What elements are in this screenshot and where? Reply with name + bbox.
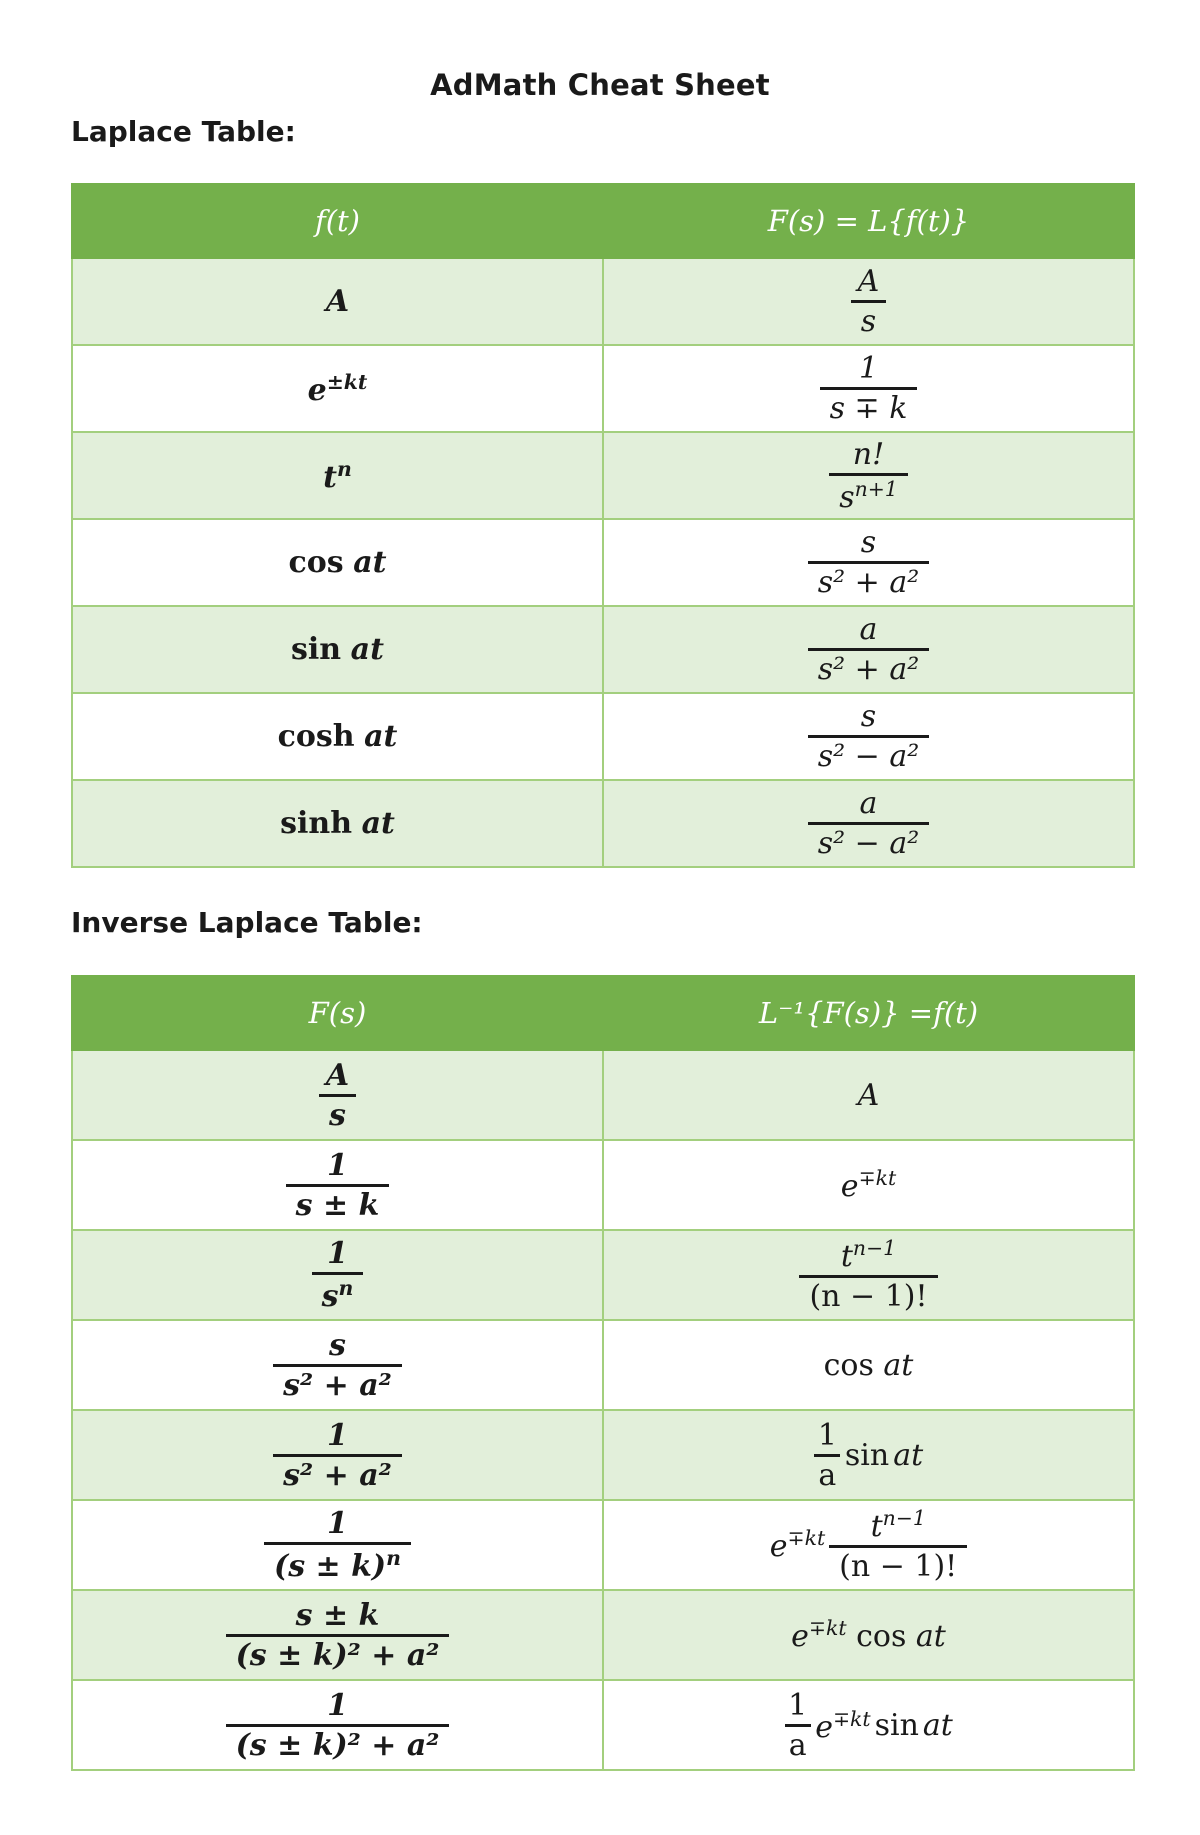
table-row (72, 345, 1134, 432)
transform-cell: $\frac{a}{\text{s² − a²}}$ (603, 780, 1134, 867)
transform-cell: $\frac{A}{s}$ (603, 258, 1134, 345)
table-row (72, 1500, 1134, 1590)
time-domain-cell: $e^{\mp kt}$ $\frac{t^{n-1}}{(n - 1)!}$ (603, 1500, 1134, 1590)
table-row (72, 519, 1134, 606)
time-domain-cell: $e^{\mp kt}$ (603, 1140, 1134, 1230)
inverse-header-ft: L⁻¹{F(s)} =f(t) (603, 976, 1134, 1050)
table-row (72, 693, 1134, 780)
time-domain-cell: sinh at (72, 780, 603, 867)
laplace-header-Fs: F(s) = L{f(t)} (603, 184, 1134, 258)
table-row (72, 1590, 1134, 1680)
transform-cell: $\frac{a}{\text{s² + a²}}$ (603, 606, 1134, 693)
laplace-heading: Laplace Table: (71, 115, 296, 148)
transform-cell: $\frac{1}{\text{s² + a²}}$ (72, 1410, 603, 1500)
transform-cell: $\frac{1}{\text{(s ± k)² + a²}}$ (72, 1680, 603, 1770)
transform-cell: $\frac{n!}{s^{n+1}}$ (603, 432, 1134, 519)
table-row (72, 606, 1134, 693)
time-domain-cell: A (603, 1050, 1134, 1140)
table-row (72, 1410, 1134, 1500)
time-domain-cell: cos at (603, 1320, 1134, 1410)
inverse-header-Fs: F(s) (72, 976, 603, 1050)
time-domain-cell: $\frac{1}{a}$ $e^{\mp kt}$ sin at (603, 1680, 1134, 1770)
table-row (72, 1680, 1134, 1770)
time-domain-cell: cosh at (72, 693, 603, 780)
transform-cell: $\frac{1}{s^n}$ (72, 1230, 603, 1320)
time-domain-cell: $t^n$ (72, 432, 603, 519)
time-domain-cell: sin at (72, 606, 603, 693)
table-row (72, 1230, 1134, 1320)
time-domain-cell: $\frac{t^{n-1}}{(n - 1)!}$ (603, 1230, 1134, 1320)
table-row (72, 1050, 1134, 1140)
table-row (72, 258, 1134, 345)
time-domain-cell: $e^{\mp kt}$ cos at (603, 1590, 1134, 1680)
transform-cell: $\frac{1}{(s \pm k)^n}$ (72, 1500, 603, 1590)
transform-cell: $\frac{1}{s \pm k}$ (72, 1140, 603, 1230)
laplace-header-row (72, 184, 1134, 258)
table-row (72, 432, 1134, 519)
time-domain-cell: $\frac{1}{a}$ sin at (603, 1410, 1134, 1500)
inverse-header-row (72, 976, 1134, 1050)
inverse-laplace-table (71, 975, 1135, 1771)
time-domain-cell: A (72, 258, 603, 345)
transform-cell: $\frac{s \pm k}{\text{(s ± k)² + a²}}$ (72, 1590, 603, 1680)
page-title: AdMath Cheat Sheet (430, 68, 770, 102)
transform-cell: $\frac{s}{\text{s² − a²}}$ (603, 693, 1134, 780)
transform-cell: $\frac{s}{\text{s² + a²}}$ (603, 519, 1134, 606)
laplace-header-ft: f(t) (72, 184, 603, 258)
transform-cell: $\frac{A}{s}$ (72, 1050, 603, 1140)
table-row (72, 1320, 1134, 1410)
time-domain-cell: cos at (72, 519, 603, 606)
inverse-laplace-heading: Inverse Laplace Table: (71, 906, 423, 939)
transform-cell: $\frac{1}{s \mp k}$ (603, 345, 1134, 432)
transform-cell: $\frac{s}{\text{s² + a²}}$ (72, 1320, 603, 1410)
laplace-table (71, 183, 1135, 868)
table-row (72, 780, 1134, 867)
time-domain-cell: $e^{\pm kt}$ (72, 345, 603, 432)
table-row (72, 1140, 1134, 1230)
